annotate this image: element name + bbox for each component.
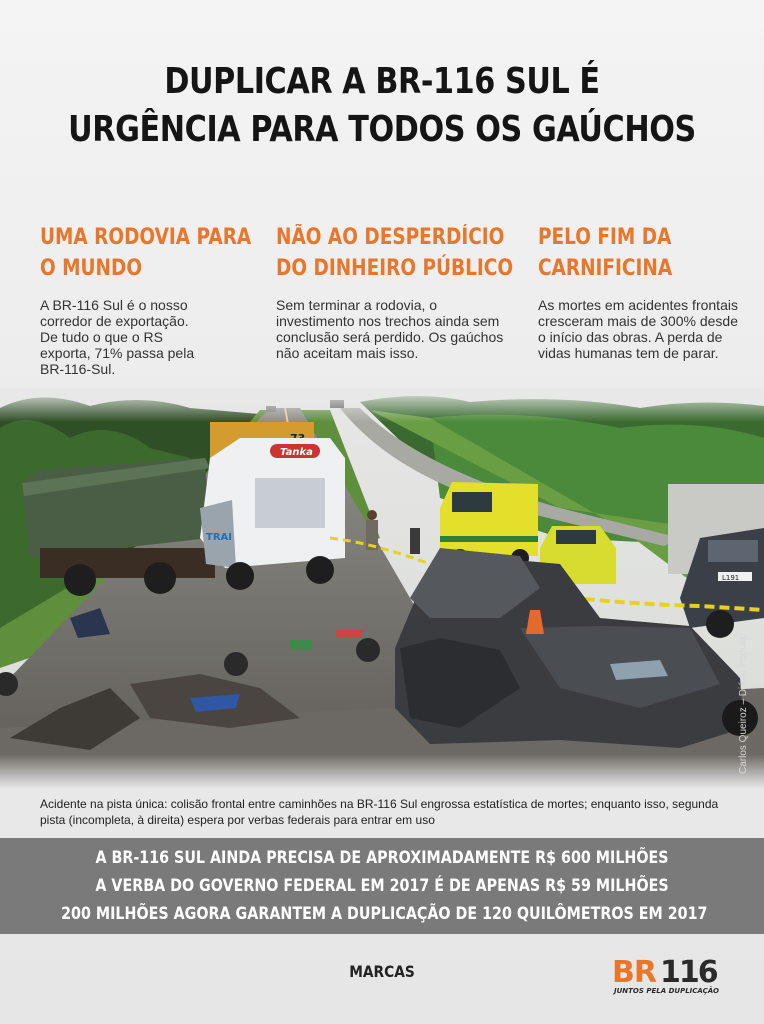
column-heading-line-2: DO DINHEIRO PÚBLICO	[276, 256, 514, 281]
logo-tagline: JUNTOS PELA DUPLICAÇÃO	[614, 987, 719, 995]
loose-tire	[356, 638, 380, 662]
headline-line-1: DUPLICAR A BR-116 SUL É	[164, 61, 600, 102]
debris	[290, 640, 312, 650]
wheel	[144, 562, 176, 594]
column-heading-line-2: CARNIFICINA	[538, 256, 673, 281]
column-heading	[538, 222, 723, 284]
top-fade	[0, 388, 764, 422]
column-heading-line-1: UMA RODOVIA PARA	[40, 225, 252, 250]
person	[410, 528, 420, 554]
loose-tire	[224, 652, 248, 676]
photo-caption: Acidente na pista única: colisão frontal entre caminhões na BR-116 Sul engrossa estatística de mortes; enquanto isso, segunda pista (incompleta, à direita) espera por verbas federais para entrar em uso	[40, 797, 719, 827]
column-heading-line-2: O MUNDO	[40, 256, 143, 281]
fact-line: A VERBA DO GOVERNO FEDERAL EM 2017 É DE APENAS R$ 59 MILHÕES	[95, 876, 669, 896]
fact-line: 200 MILHÕES AGORA GARANTEM A DUPLICAÇÃO DE 120 QUILÔMETROS EM 2017	[61, 904, 708, 924]
facts-band	[0, 838, 764, 934]
wheel	[706, 610, 734, 638]
column-waste	[276, 222, 514, 361]
wheel	[226, 562, 254, 590]
ambulance-window	[452, 492, 492, 512]
headline-line-2: URGÊNCIA PARA TODOS OS GAÚCHOS	[68, 109, 696, 150]
ambulance-stripe	[440, 536, 538, 542]
logo-br: BR	[612, 955, 656, 990]
fact-line: A BR-116 SUL AINDA PRECISA DE APROXIMADAMENTE R$ 600 MILHÕES	[95, 848, 669, 868]
headline	[61, 58, 703, 154]
wheel	[306, 556, 334, 584]
column-heading-line-1: NÃO AO DESPERDÍCIO	[276, 225, 505, 250]
wheel	[64, 564, 96, 596]
suv-plate-text: L191	[722, 574, 740, 582]
cab-side-text: TRAI	[206, 532, 232, 543]
logo-number: 116	[660, 955, 717, 990]
column-heading	[40, 222, 252, 284]
column-deaths	[538, 222, 758, 361]
column-heading-line-1: PELO FIM DA	[538, 225, 672, 250]
photo-credit: Carlos Queiroz – Diário Popular	[738, 632, 749, 774]
column-body: As mortes em acidentes frontais cresceram mais de 300% desde o início das obras. A perda de vidas humanas tem de parar.	[538, 297, 738, 361]
cab-grille	[255, 478, 325, 528]
column-body: Sem terminar a rodovia, o investimento nos trechos ainda sem conclusão será perdido. Os gaúchos não aceitam mais isso.	[276, 297, 504, 361]
column-body: A BR-116 Sul é o nosso corredor de exportação. De tudo o que o RS exporta, 71% passa pela BR-116-Sul.	[40, 297, 195, 377]
accident-photo	[0, 388, 764, 788]
accident-scene-illustration	[0, 388, 764, 788]
marcas-label: MARCAS	[349, 962, 415, 981]
column-export	[40, 222, 260, 377]
yellow-car-window	[556, 530, 596, 544]
bottom-fade	[0, 754, 764, 788]
person-head	[367, 510, 377, 520]
debris	[336, 630, 362, 638]
suv-window	[708, 540, 758, 562]
br116-logo	[612, 952, 730, 996]
column-heading	[276, 222, 514, 284]
truck-logo-text: Tanka	[280, 447, 313, 458]
